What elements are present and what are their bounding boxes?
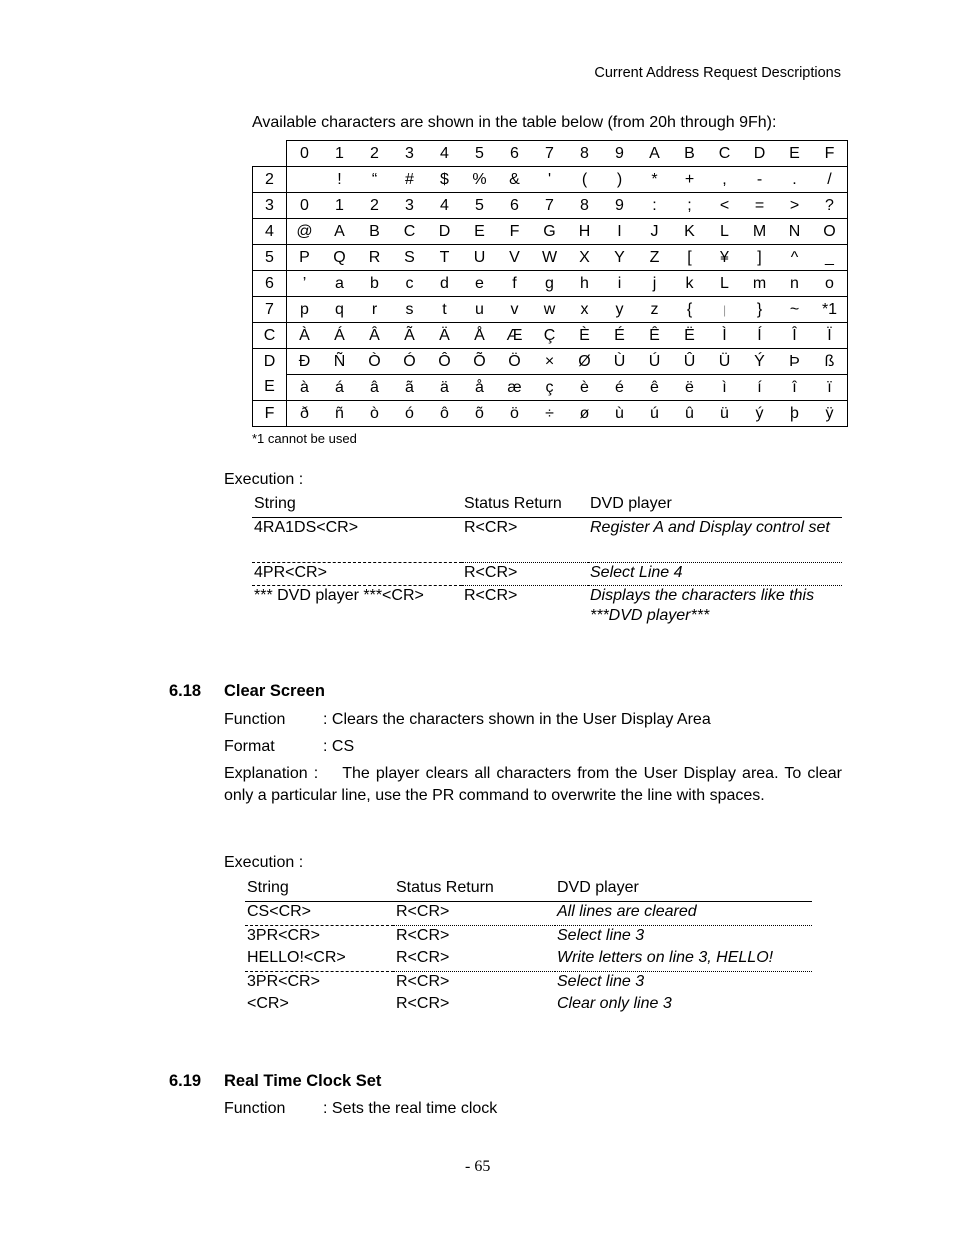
char-cell: Ö [497, 349, 532, 375]
char-cell: W [532, 245, 567, 271]
exec-result: Clear only line 3 [557, 995, 672, 1012]
section-number: 6.19 [169, 1072, 202, 1090]
function-label: Function [224, 711, 286, 728]
char-cell: ð [287, 401, 323, 427]
char-cell: Z [637, 245, 672, 271]
exec-string: <CR> [247, 995, 289, 1012]
exec-result: Select Line 4 [588, 562, 842, 585]
char-cell: Î [777, 323, 812, 349]
char-cell: ü [707, 401, 742, 427]
char-table-row [253, 323, 848, 349]
char-cell: K [672, 219, 707, 245]
char-cell: ú [637, 401, 672, 427]
char-cell: Ç [532, 323, 567, 349]
column-header: E [777, 141, 812, 167]
char-cell: > [777, 193, 812, 219]
char-cell: ý [742, 401, 777, 427]
char-table-body [253, 167, 848, 427]
exec-status: R<CR> [396, 903, 450, 920]
exec-row [245, 925, 812, 948]
column-header: C [707, 141, 742, 167]
char-cell: Á [322, 323, 357, 349]
char-cell: ò [357, 401, 392, 427]
explanation [224, 763, 842, 807]
exec-row [252, 518, 842, 562]
explanation-label: Explanation : [224, 765, 319, 782]
exec-column-header: Status Return [464, 495, 562, 512]
exec-row [252, 562, 842, 585]
char-cell: Ý [742, 349, 777, 375]
column-header: 8 [567, 141, 602, 167]
char-cell: å [462, 375, 497, 401]
char-cell: @ [287, 219, 323, 245]
column-header: 9 [602, 141, 637, 167]
char-table-header-row [253, 141, 848, 167]
char-cell: k [672, 271, 707, 297]
char-cell: Â [357, 323, 392, 349]
exec-row [252, 585, 842, 629]
char-cell [287, 167, 323, 193]
char-cell: ¥ [707, 245, 742, 271]
exec-string: HELLO!<CR> [247, 949, 346, 966]
page-number: - 65 [465, 1158, 491, 1175]
char-cell: o [812, 271, 848, 297]
column-header: 5 [462, 141, 497, 167]
char-cell: Ï [812, 323, 848, 349]
execution-label: Execution : [224, 471, 304, 488]
char-cell: v [497, 297, 532, 323]
char-cell: # [392, 167, 427, 193]
column-header: B [672, 141, 707, 167]
char-cell: $ [427, 167, 462, 193]
char-cell: Ì [707, 323, 742, 349]
char-cell: ù [602, 401, 637, 427]
row-header: F [253, 401, 287, 427]
exec-result: Register A and Display control set [590, 519, 830, 536]
exec-result: Displays the characters like this ***DVD player*** [588, 585, 842, 629]
char-cell: ~ [777, 297, 812, 323]
exec-status: R<CR> [394, 925, 555, 948]
char-cell: J [637, 219, 672, 245]
char-cell: / [812, 167, 848, 193]
char-cell: 9 [602, 193, 637, 219]
exec-column-header: Status Return [396, 879, 494, 896]
row-header: 7 [253, 297, 287, 323]
char-cell: + [672, 167, 707, 193]
char-cell: } [742, 297, 777, 323]
char-cell: É [602, 323, 637, 349]
char-cell: 7 [532, 193, 567, 219]
char-cell: F [497, 219, 532, 245]
function-label: Function [224, 1100, 286, 1117]
exec-string: CS<CR> [247, 903, 312, 920]
char-cell: M [742, 219, 777, 245]
char-cell: ê [637, 375, 672, 401]
char-cell: & [497, 167, 532, 193]
char-cell: u [462, 297, 497, 323]
char-cell: V [497, 245, 532, 271]
char-cell: “ [357, 167, 392, 193]
char-cell: × [532, 349, 567, 375]
exec-string: *** DVD player ***<CR> [252, 585, 462, 629]
exec-result: Select line 3 [555, 925, 812, 948]
exec-row [245, 971, 812, 994]
char-cell: N [777, 219, 812, 245]
char-cell: A [322, 219, 357, 245]
char-table-row [253, 401, 848, 427]
row-header: 3 [253, 193, 287, 219]
char-cell: L [707, 219, 742, 245]
char-cell: ] [742, 245, 777, 271]
char-cell: E [462, 219, 497, 245]
char-cell: L [707, 271, 742, 297]
section-number: 6.18 [169, 682, 202, 700]
char-cell: = [742, 193, 777, 219]
char-cell: Õ [462, 349, 497, 375]
char-cell: t [427, 297, 462, 323]
exec-status: R<CR> [462, 562, 588, 585]
char-cell: ’ [287, 271, 323, 297]
char-cell: R [357, 245, 392, 271]
char-cell: Ø [567, 349, 602, 375]
exec-result: Select line 3 [555, 971, 812, 994]
char-cell: f [497, 271, 532, 297]
char-cell: z [637, 297, 672, 323]
row-header: 5 [253, 245, 287, 271]
char-cell: T [427, 245, 462, 271]
char-cell: % [462, 167, 497, 193]
exec-status: R<CR> [464, 519, 518, 536]
execution-table-1 [252, 495, 842, 629]
char-cell: ó [392, 401, 427, 427]
char-cell: g [532, 271, 567, 297]
character-table [252, 140, 848, 427]
exec-status: R<CR> [394, 971, 555, 994]
char-cell: û [672, 401, 707, 427]
char-cell: â [357, 375, 392, 401]
char-cell: m [742, 271, 777, 297]
char-cell: Æ [497, 323, 532, 349]
row-header: 2 [253, 167, 287, 193]
char-cell: r [357, 297, 392, 323]
exec-row [245, 948, 812, 971]
char-table-row [253, 271, 848, 297]
char-cell: . [777, 167, 812, 193]
char-cell: d [427, 271, 462, 297]
char-cell: ; [672, 193, 707, 219]
char-cell: á [322, 375, 357, 401]
exec-header-row [245, 879, 812, 902]
explanation-text: The player clears all characters from the User Display area. To clear only a particular line, use the PR command to overwrite the line with spaces. [224, 765, 842, 804]
char-cell: À [287, 323, 323, 349]
char-table-row [253, 297, 848, 323]
char-cell: { [672, 297, 707, 323]
char-cell: 0 [287, 193, 323, 219]
row-header: 4 [253, 219, 287, 245]
char-cell: p [287, 297, 323, 323]
char-cell: ß [812, 349, 848, 375]
char-cell: n [777, 271, 812, 297]
char-cell: Ü [707, 349, 742, 375]
column-header: 7 [532, 141, 567, 167]
char-table-intro: Available characters are shown in the table below (from 20h through 9Fh): [252, 114, 777, 131]
char-table-row [253, 193, 848, 219]
exec-row [245, 902, 812, 925]
format-label: Format [224, 738, 275, 755]
char-cell: w [532, 297, 567, 323]
char-cell: X [567, 245, 602, 271]
column-header: D [742, 141, 777, 167]
running-header: Current Address Request Descriptions [594, 65, 841, 81]
section-title: Real Time Clock Set [224, 1072, 382, 1090]
column-header: 3 [392, 141, 427, 167]
exec-result: Write letters on line 3, HELLO! [557, 949, 774, 966]
char-cell: i [602, 271, 637, 297]
char-cell: S [392, 245, 427, 271]
exec-column-header: DVD player [590, 495, 672, 512]
char-cell: ô [427, 401, 462, 427]
char-cell: Ñ [322, 349, 357, 375]
char-cell: õ [462, 401, 497, 427]
exec-string: 4PR<CR> [252, 562, 462, 585]
char-cell: ^ [777, 245, 812, 271]
char-cell: Ê [637, 323, 672, 349]
exec-column-header: String [254, 495, 296, 512]
row-header: E [253, 375, 287, 401]
char-cell: þ [777, 401, 812, 427]
char-cell: 6 [497, 193, 532, 219]
column-header: 4 [427, 141, 462, 167]
char-table-row [253, 219, 848, 245]
column-header: 0 [287, 141, 323, 167]
char-cell: 8 [567, 193, 602, 219]
char-cell: ä [427, 375, 462, 401]
char-cell: à [287, 375, 323, 401]
char-cell: ñ [322, 401, 357, 427]
char-cell: Ú [637, 349, 672, 375]
char-cell: , [707, 167, 742, 193]
char-table-row [253, 167, 848, 193]
char-cell: Ô [427, 349, 462, 375]
char-cell: æ [497, 375, 532, 401]
column-header: 6 [497, 141, 532, 167]
char-cell: Û [672, 349, 707, 375]
exec-row [245, 994, 812, 1017]
char-cell: ? [812, 193, 848, 219]
char-cell: a [322, 271, 357, 297]
char-cell: q [322, 297, 357, 323]
char-cell: ÷ [532, 401, 567, 427]
column-header: A [637, 141, 672, 167]
char-cell: é [602, 375, 637, 401]
char-cell: Q [322, 245, 357, 271]
char-cell: D [427, 219, 462, 245]
char-cell: H [567, 219, 602, 245]
char-cell: Å [462, 323, 497, 349]
execution-table-2 [245, 879, 812, 1017]
char-cell: ( [567, 167, 602, 193]
char-cell: 4 [427, 193, 462, 219]
char-cell: Ä [427, 323, 462, 349]
char-cell: < [707, 193, 742, 219]
char-cell: ' [532, 167, 567, 193]
char-cell: [ [672, 245, 707, 271]
exec-result: All lines are cleared [557, 903, 697, 920]
char-cell: Y [602, 245, 637, 271]
char-cell: È [567, 323, 602, 349]
char-cell: Þ [777, 349, 812, 375]
char-cell: ø [567, 401, 602, 427]
exec-column-header: String [247, 879, 289, 896]
char-cell: e [462, 271, 497, 297]
char-cell: G [532, 219, 567, 245]
format-text: : CS [323, 738, 355, 755]
char-cell: ) [602, 167, 637, 193]
char-cell: ö [497, 401, 532, 427]
function-text: : Sets the real time clock [323, 1100, 498, 1117]
char-cell: I [602, 219, 637, 245]
exec-column-header: DVD player [557, 879, 639, 896]
exec-string: 3PR<CR> [245, 925, 394, 948]
execution-label: Execution : [224, 854, 304, 871]
char-cell: C [392, 219, 427, 245]
char-cell: *1 [812, 297, 848, 323]
exec-status: R<CR> [462, 585, 588, 629]
char-cell: y [602, 297, 637, 323]
char-cell: ç [532, 375, 567, 401]
char-cell: ã [392, 375, 427, 401]
char-cell: h [567, 271, 602, 297]
char-cell: s [392, 297, 427, 323]
char-table-footnote: *1 cannot be used [252, 431, 357, 446]
row-header: D [253, 349, 287, 375]
function-text: : Clears the characters shown in the User Display Area [323, 711, 711, 728]
exec-string: 3PR<CR> [245, 971, 394, 994]
corner-cell [253, 141, 287, 167]
char-cell: ï [812, 375, 848, 401]
char-cell: 3 [392, 193, 427, 219]
char-cell: b [357, 271, 392, 297]
char-cell: ! [322, 167, 357, 193]
char-cell: | [707, 297, 742, 323]
char-cell: U [462, 245, 497, 271]
char-cell: * [637, 167, 672, 193]
exec-string: 4RA1DS<CR> [254, 519, 359, 536]
char-cell: ÿ [812, 401, 848, 427]
char-cell: Ã [392, 323, 427, 349]
char-cell: O [812, 219, 848, 245]
char-cell: ë [672, 375, 707, 401]
char-cell: ì [707, 375, 742, 401]
column-header: 1 [322, 141, 357, 167]
char-cell: 5 [462, 193, 497, 219]
char-cell: P [287, 245, 323, 271]
char-cell: 1 [322, 193, 357, 219]
char-cell: Ò [357, 349, 392, 375]
exec-status: R<CR> [396, 949, 450, 966]
char-cell: j [637, 271, 672, 297]
section-title: Clear Screen [224, 682, 325, 700]
row-header: C [253, 323, 287, 349]
row-header: 6 [253, 271, 287, 297]
char-cell: - [742, 167, 777, 193]
char-table-row [253, 375, 848, 401]
char-table-row [253, 349, 848, 375]
column-header: 2 [357, 141, 392, 167]
char-cell: î [777, 375, 812, 401]
char-cell: Đ [287, 349, 323, 375]
char-cell: è [567, 375, 602, 401]
char-cell: Ë [672, 323, 707, 349]
char-cell: Ù [602, 349, 637, 375]
char-cell: c [392, 271, 427, 297]
char-cell: í [742, 375, 777, 401]
char-table-row [253, 245, 848, 271]
column-header: F [812, 141, 848, 167]
char-cell: 2 [357, 193, 392, 219]
char-cell: Í [742, 323, 777, 349]
char-cell: _ [812, 245, 848, 271]
exec-header-row [252, 495, 842, 518]
exec-status: R<CR> [396, 995, 450, 1012]
char-cell: : [637, 193, 672, 219]
char-cell: x [567, 297, 602, 323]
char-cell: Ó [392, 349, 427, 375]
char-cell: B [357, 219, 392, 245]
